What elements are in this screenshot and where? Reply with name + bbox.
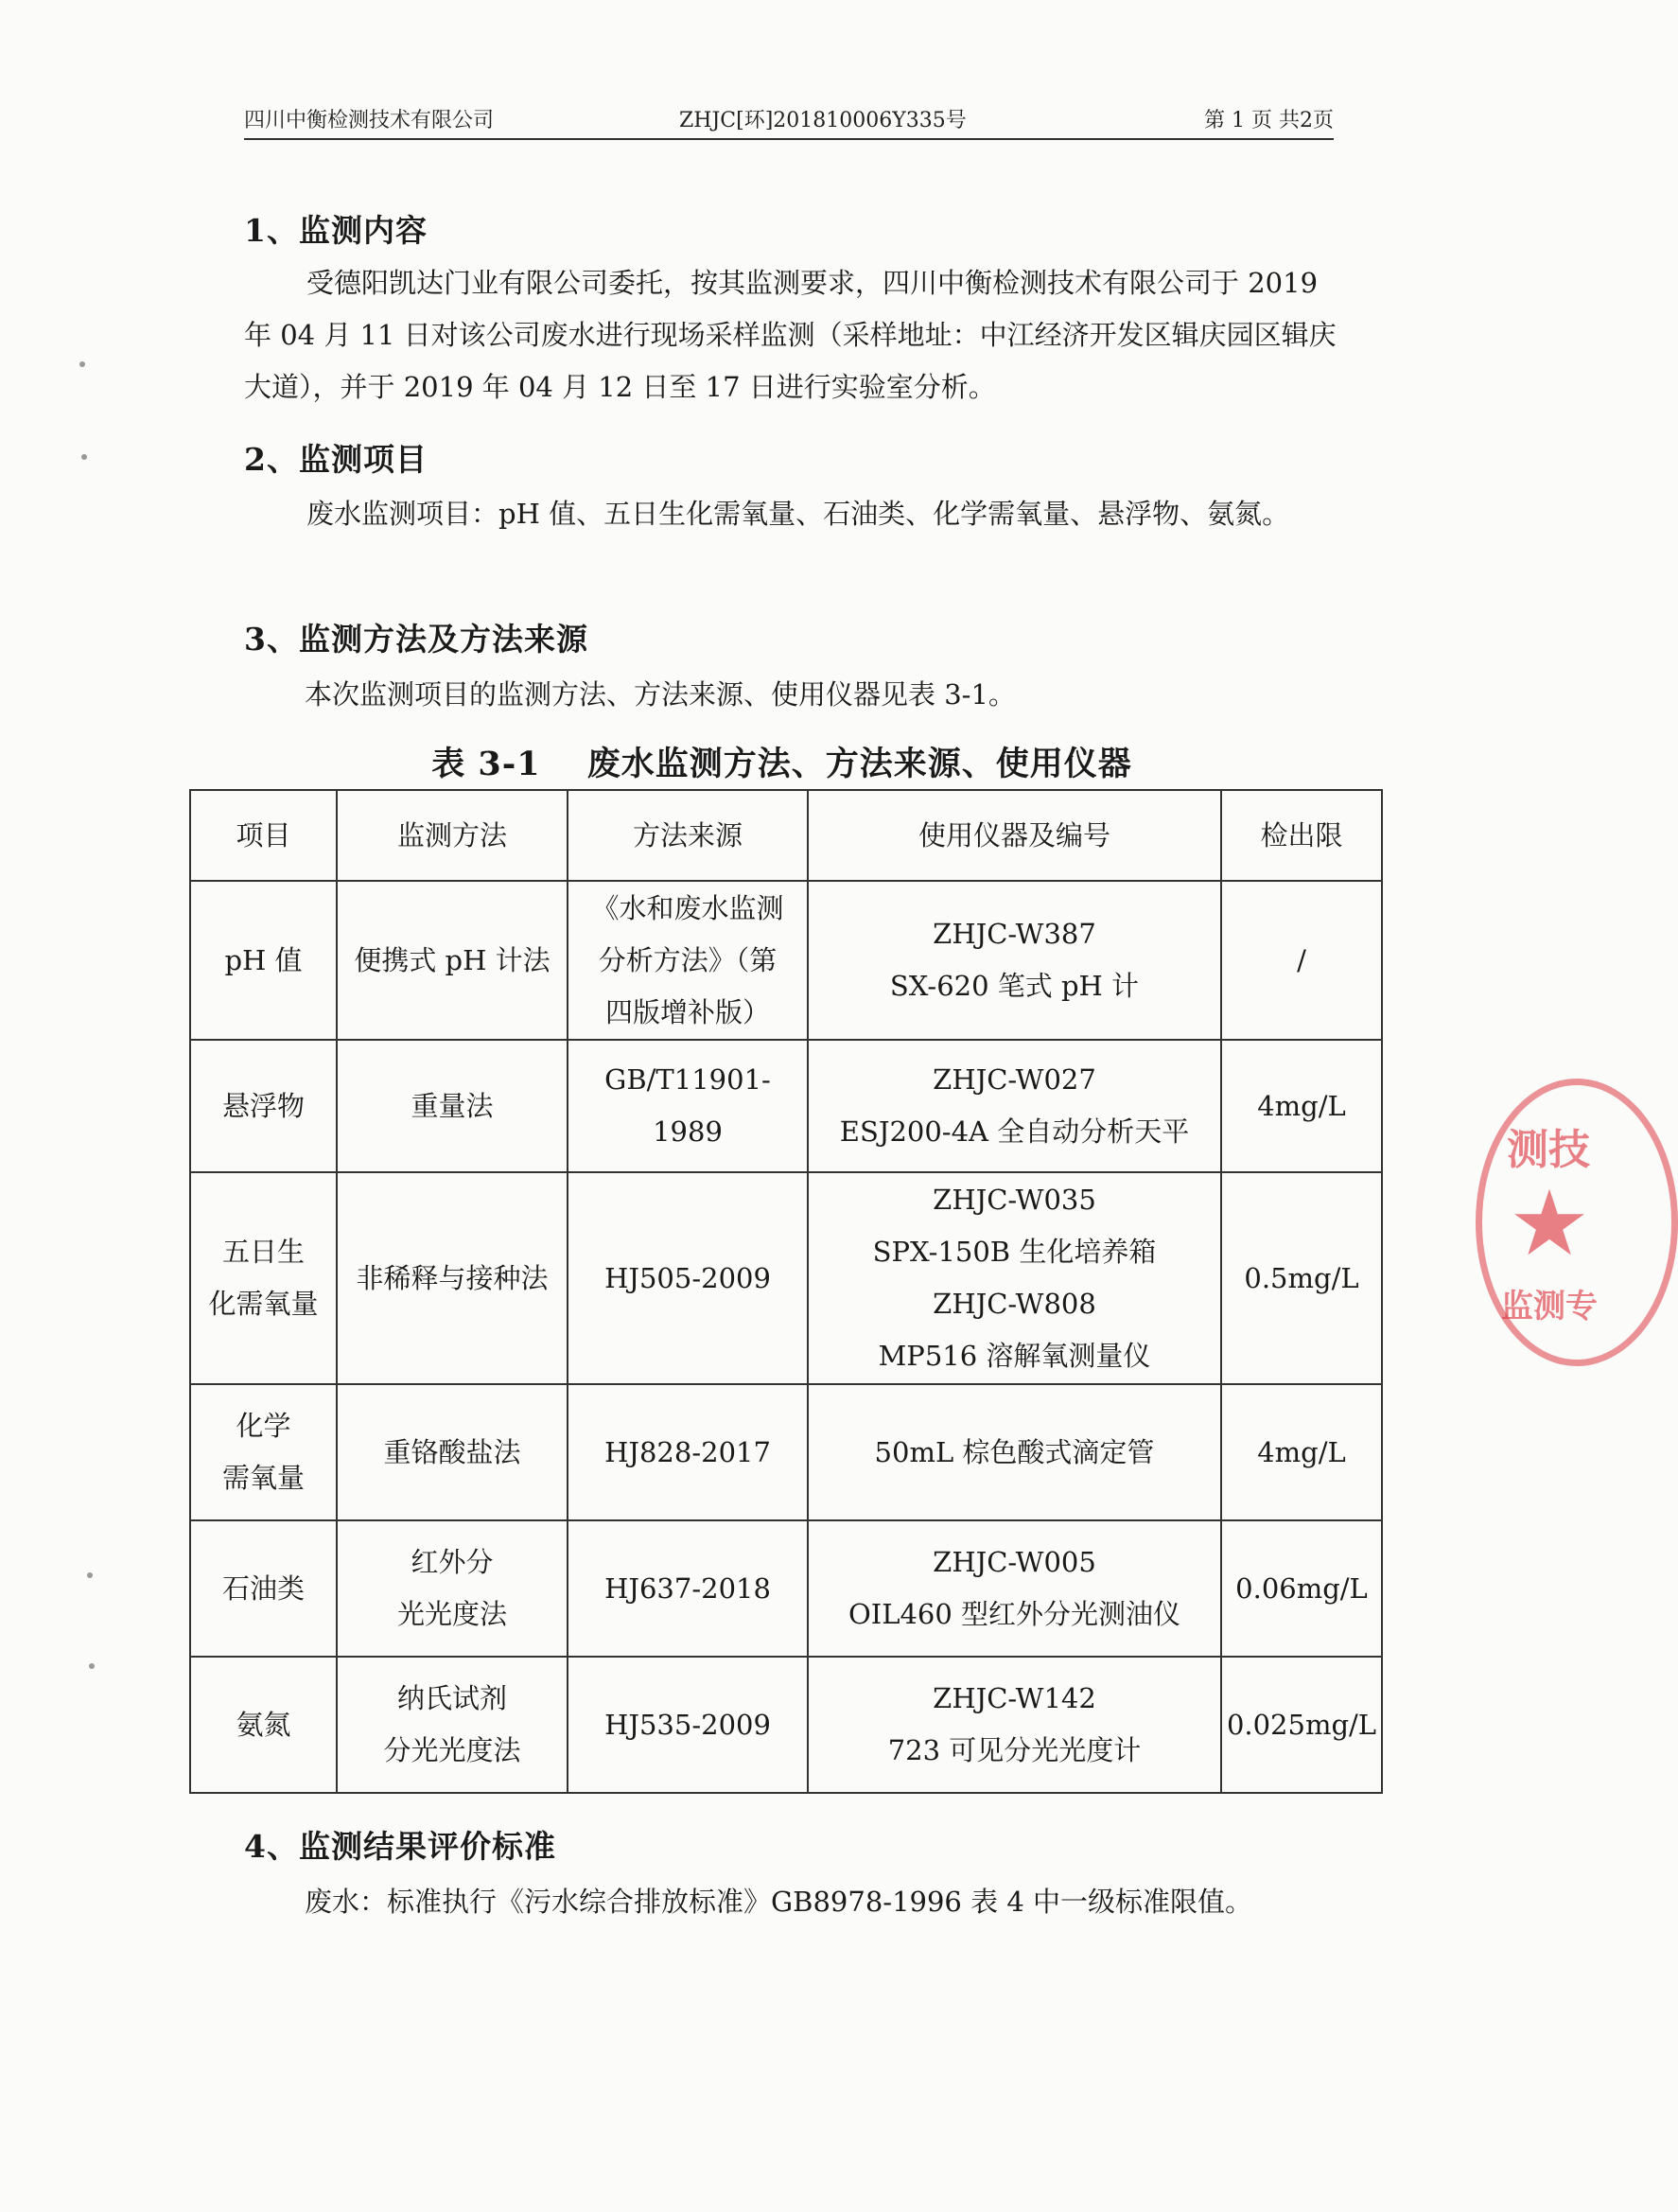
scan-speck	[89, 1663, 95, 1669]
cell-line: SPX-150B 生化培养箱	[872, 1236, 1157, 1268]
cell-line: 纳氏试剂	[396, 1682, 507, 1714]
cell-line: HJ505-2009	[604, 1261, 771, 1294]
cell-line: SX-620 笔式 pH 计	[889, 970, 1140, 1002]
cell-source	[568, 1040, 808, 1172]
cell-line: HJ828-2017	[604, 1435, 771, 1468]
cell-line: pH 值	[224, 943, 303, 976]
cell-line: 723 可见分光光度计	[887, 1734, 1142, 1766]
cell-line: 重铬酸盐法	[383, 1435, 521, 1468]
cell-line: MP516 溶解氧测量仪	[878, 1340, 1151, 1372]
scan-speck	[87, 1572, 93, 1578]
cell-method	[337, 1520, 568, 1657]
table-row	[190, 1040, 1382, 1172]
section-2-text: 废水监测项目：pH 值、五日生化需氧量、石油类、化学需氧量、悬浮物、氨氮。	[306, 498, 1290, 530]
header-company: 四川中衡检测技术有限公司	[244, 109, 495, 132]
cell-line: HJ535-2009	[604, 1708, 771, 1741]
table-caption: 表 3-1 废水监测方法、方法来源、使用仪器	[431, 745, 1132, 783]
cell-line: ESJ200-4A 全自动分析天平	[839, 1115, 1190, 1148]
section-1-title: 1、监测内容	[244, 212, 428, 249]
cell-line: ZHJC-W387	[933, 918, 1096, 950]
cell-line: 化学	[236, 1410, 291, 1442]
table-row	[190, 1172, 1382, 1384]
cell-line: 分析方法》（第	[598, 943, 778, 976]
cell-line: 红外分	[411, 1546, 494, 1578]
header-page-info: 第 1 页 共2页	[1204, 109, 1334, 132]
cell-line: 化需氧量	[208, 1288, 319, 1320]
cell-instruments	[808, 1040, 1221, 1172]
table-row	[190, 1657, 1382, 1793]
seal-top-text: 测技	[1507, 1126, 1590, 1174]
cell-limit: 4mg/L	[1221, 1384, 1382, 1520]
cell-line: 重量法	[411, 1089, 494, 1122]
col-header-limit: 检出限	[1221, 790, 1382, 881]
cell-limit: 0.06mg/L	[1221, 1520, 1382, 1657]
scan-speck	[81, 454, 87, 460]
cell-limit: /	[1221, 881, 1382, 1040]
methods-table	[189, 789, 1383, 1794]
cell-instruments	[808, 1657, 1221, 1793]
cell-line: 50mL 棕色酸式滴定管	[874, 1435, 1155, 1468]
table-header-row	[190, 790, 1382, 881]
cell-line: ZHJC-W027	[933, 1063, 1096, 1096]
cell-line: ZHJC-W005	[933, 1546, 1096, 1578]
cell-instruments	[808, 881, 1221, 1040]
cell-line: ZHJC-W035	[933, 1184, 1096, 1216]
cell-source	[568, 1520, 808, 1657]
col-header-item: 项目	[190, 790, 337, 881]
cell-method	[337, 881, 568, 1040]
cell-line: 光光度法	[396, 1598, 507, 1630]
table-row	[190, 1384, 1382, 1520]
cell-line: 石油类	[221, 1571, 305, 1605]
cell-item	[190, 1172, 337, 1384]
cell-line: HJ637-2018	[604, 1571, 771, 1605]
cell-method	[337, 1657, 568, 1793]
section-3-text: 本次监测项目的监测方法、方法来源、使用仪器见表 3-1。	[305, 678, 1016, 711]
col-header-instrument: 使用仪器及编号	[808, 790, 1221, 881]
cell-item	[190, 1040, 337, 1172]
col-header-method: 监测方法	[337, 790, 568, 881]
section-3-title: 3、监测方法及方法来源	[244, 621, 588, 658]
cell-line: ZHJC-W142	[933, 1682, 1096, 1714]
scan-speck	[79, 361, 85, 367]
cell-line: 氨氮	[236, 1708, 291, 1741]
cell-limit: 4mg/L	[1221, 1040, 1382, 1172]
cell-item	[190, 1384, 337, 1520]
cell-line: ZHJC-W808	[933, 1288, 1096, 1320]
cell-instruments	[808, 1520, 1221, 1657]
cell-line: 悬浮物	[221, 1089, 305, 1122]
cell-line: 便携式 pH 计法	[354, 943, 551, 976]
col-header-source: 方法来源	[568, 790, 808, 881]
table-row	[190, 1520, 1382, 1657]
cell-source	[568, 1172, 808, 1384]
cell-line: 四版增补版）	[604, 995, 770, 1028]
section-1-text: 受德阳凯达门业有限公司委托，按其监测要求，四川中衡检测技术有限公司于 2019 年 04 月 11 日对该公司废水进行现场采样监测（采样地址：中江经济开发区辑庆园区辑庆大道），并于 2019 年 04 月 12 日至 17 日进行实验室分析。	[244, 267, 1337, 403]
company-seal	[1476, 1079, 1678, 1366]
cell-source	[568, 1657, 808, 1793]
cell-item	[190, 1657, 337, 1793]
cell-method	[337, 1172, 568, 1384]
cell-limit: 0.5mg/L	[1221, 1172, 1382, 1384]
cell-instruments	[808, 1384, 1221, 1520]
seal-bottom-text: 监测专	[1501, 1288, 1598, 1325]
cell-line: GB/T11901-1989	[604, 1063, 771, 1148]
cell-line: 需氧量	[221, 1462, 305, 1494]
cell-item	[190, 881, 337, 1040]
cell-instruments	[808, 1172, 1221, 1384]
section-2-title: 2、监测项目	[244, 441, 428, 478]
cell-limit: 0.025mg/L	[1221, 1657, 1382, 1793]
table-row	[190, 881, 1382, 1040]
page-header	[244, 98, 1334, 140]
cell-source	[568, 1384, 808, 1520]
cell-line: OIL460 型红外分光测油仪	[848, 1598, 1181, 1630]
cell-line: 非稀释与接种法	[356, 1261, 549, 1294]
section-4-text: 废水：标准执行《污水综合排放标准》GB8978-1996 表 4 中一级标准限值。	[305, 1886, 1252, 1918]
seal-star-icon: ★	[1509, 1170, 1591, 1276]
cell-method	[337, 1384, 568, 1520]
section-4-title: 4、监测结果评价标准	[244, 1828, 556, 1865]
cell-line: 五日生	[221, 1236, 305, 1268]
cell-method	[337, 1040, 568, 1172]
cell-line: 《水和废水监测	[591, 891, 784, 924]
cell-item	[190, 1520, 337, 1657]
header-report-number: ZHJC[环]201810006Y335号	[679, 109, 967, 132]
cell-line: 分光光度法	[383, 1734, 521, 1766]
cell-source	[568, 881, 808, 1040]
